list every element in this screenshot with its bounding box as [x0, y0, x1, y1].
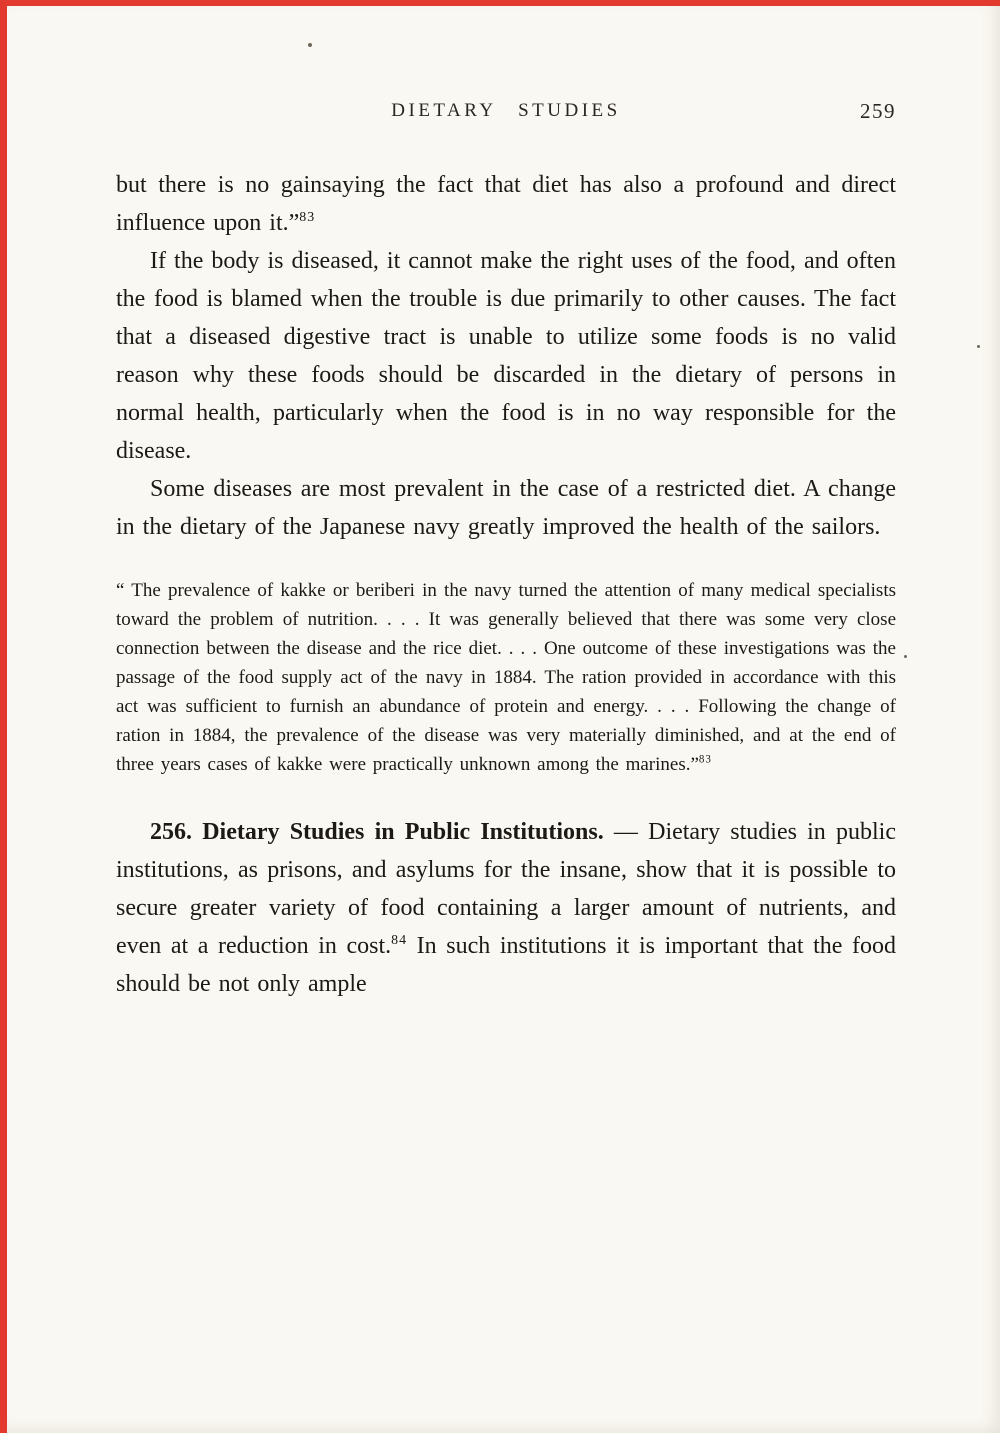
- paragraph-restricted-diet: [116, 470, 896, 546]
- paragraph-text: In such institutions it is important that the food should be not only ample: [116, 933, 896, 997]
- scan-speck: [308, 43, 312, 47]
- footnote-reference-83: 83: [299, 210, 316, 225]
- paragraph-body-diseased: [116, 242, 896, 470]
- scan-speck: [977, 345, 980, 348]
- page-number: 259: [860, 99, 896, 123]
- section-heading: 256. Dietary Studies in Public Institutions.: [150, 819, 604, 845]
- paragraph-continuation: [116, 166, 896, 242]
- paragraph-text: If the body is diseased, it cannot make the right uses of the food, and often the food is blamed when the trouble is due primarily to other causes. The fact that a diseased digestive tract is unable to utilize some foods is no valid reason why these foods should be discarded in the dietary of persons in normal health, particularly when the food is in no way responsible for the disease.: [116, 248, 896, 464]
- paragraph-section-256: [116, 813, 896, 1003]
- page-header: [116, 100, 896, 130]
- blockquote-kakke-beriberi: [116, 576, 896, 779]
- scan-speck: [904, 655, 907, 658]
- paragraph-text: but there is no gainsaying the fact that diet has also a profound and direct influence upon it.”: [116, 172, 896, 236]
- paragraph-text: — Dietary studies in public institutions, as prisons, and asylums for the insane, show that it is possible to secure greater variety of food containing a larger amount of nutrients, and even at a reduction in cost.: [116, 819, 896, 959]
- scan-edge-top: [0, 0, 1000, 6]
- running-title: DIETARY STUDIES: [391, 100, 621, 121]
- page-content: [116, 100, 896, 1003]
- paragraph-text: Some diseases are most prevalent in the case of a restricted diet. A change in the dietary of the Japanese navy greatly improved the health of the sailors.: [116, 476, 896, 540]
- scan-edge-left: [0, 0, 7, 1433]
- quote-text: “ The prevalence of kakke or beriberi in the navy turned the attention of many medical specialists toward the problem of nutrition. . . . It was generally believed that there was some very close connection between the disease and the rice diet. . . . One outcome of these investigations was the passage of the food supply act of the navy in 1884. The ration provided in accordance with this act was sufficient to furnish an abundance of protein and energy. . . . Following the change of ration in 1884, the prevalence of the disease was very materially diminished, and at the end of three years cases of kakke were practically unknown among the marines.”: [116, 580, 896, 775]
- footnote-reference-84: 84: [391, 933, 408, 948]
- footnote-reference-83: 83: [698, 753, 712, 766]
